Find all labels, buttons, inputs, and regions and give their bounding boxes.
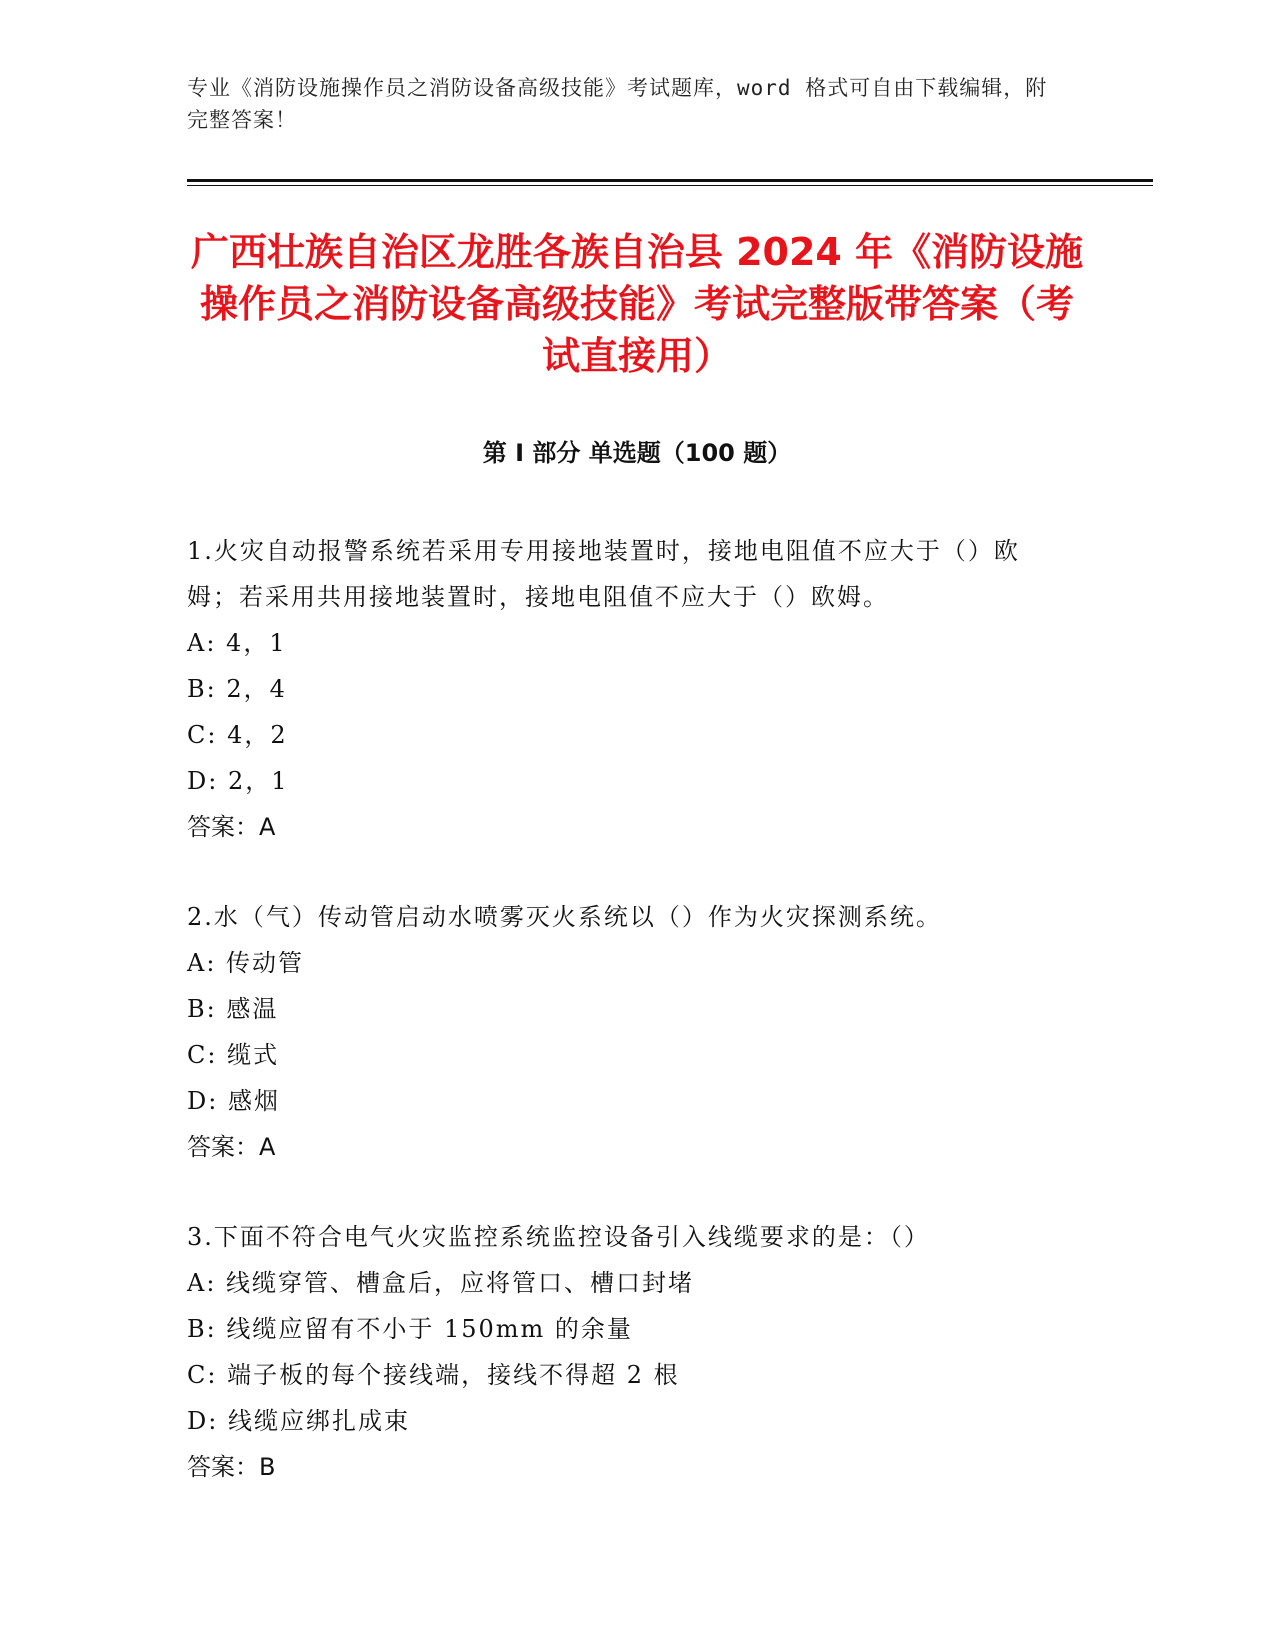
document-title: 广西壮族自治区龙胜各族自治县 2024 年《消防设施操作员之消防设备高级技能》考试完整版带答案（考试直接用） [190,230,1084,378]
header-divider-thick [187,179,1153,182]
header-note: 专业《消防设施操作员之消防设备高级技能》考试题库，word 格式可自由下载编辑，附完整答案！ [187,76,1048,132]
answer: 答案：A [187,1133,276,1161]
option-b: B: 线缆应留有不小于 150mm 的余量 [187,1315,633,1343]
question-stem: 3.下面不符合电气火灾监控系统监控设备引入线缆要求的是：（） [187,1223,930,1251]
question-3 [187,1214,1067,1490]
question-stem: 2.水（气）传动管启动水喷雾灭火系统以（）作为火灾探测系统。 [187,903,942,931]
question-list [187,528,1067,1534]
answer: 答案：A [187,813,276,841]
option-d: D: 2，1 [187,767,289,795]
option-d: D: 线缆应绑扎成束 [187,1407,410,1435]
option-d: D: 感烟 [187,1087,280,1115]
option-b: B: 2，4 [187,675,287,703]
option-c: C: 缆式 [187,1041,280,1069]
option-c: C: 4，2 [187,721,288,749]
answer: 答案：B [187,1453,276,1481]
question-stem: 1.火灾自动报警系统若采用专用接地装置时，接地电阻值不应大于（）欧姆；若采用共用接地装置时，接地电阻值不应大于（）欧姆。 [187,537,1020,611]
section-title: 第 I 部分 单选题（100 题） [482,439,792,467]
option-b: B: 感温 [187,995,279,1023]
option-a: A: 传动管 [187,949,305,977]
question-1 [187,528,1067,850]
option-a: A: 4，1 [187,629,287,657]
option-a: A: 线缆穿管、槽盒后，应将管口、槽口封堵 [187,1269,695,1297]
header-divider-thin [187,185,1153,186]
question-2 [187,894,1067,1170]
option-c: C: 端子板的每个接线端，接线不得超 2 根 [187,1361,680,1389]
